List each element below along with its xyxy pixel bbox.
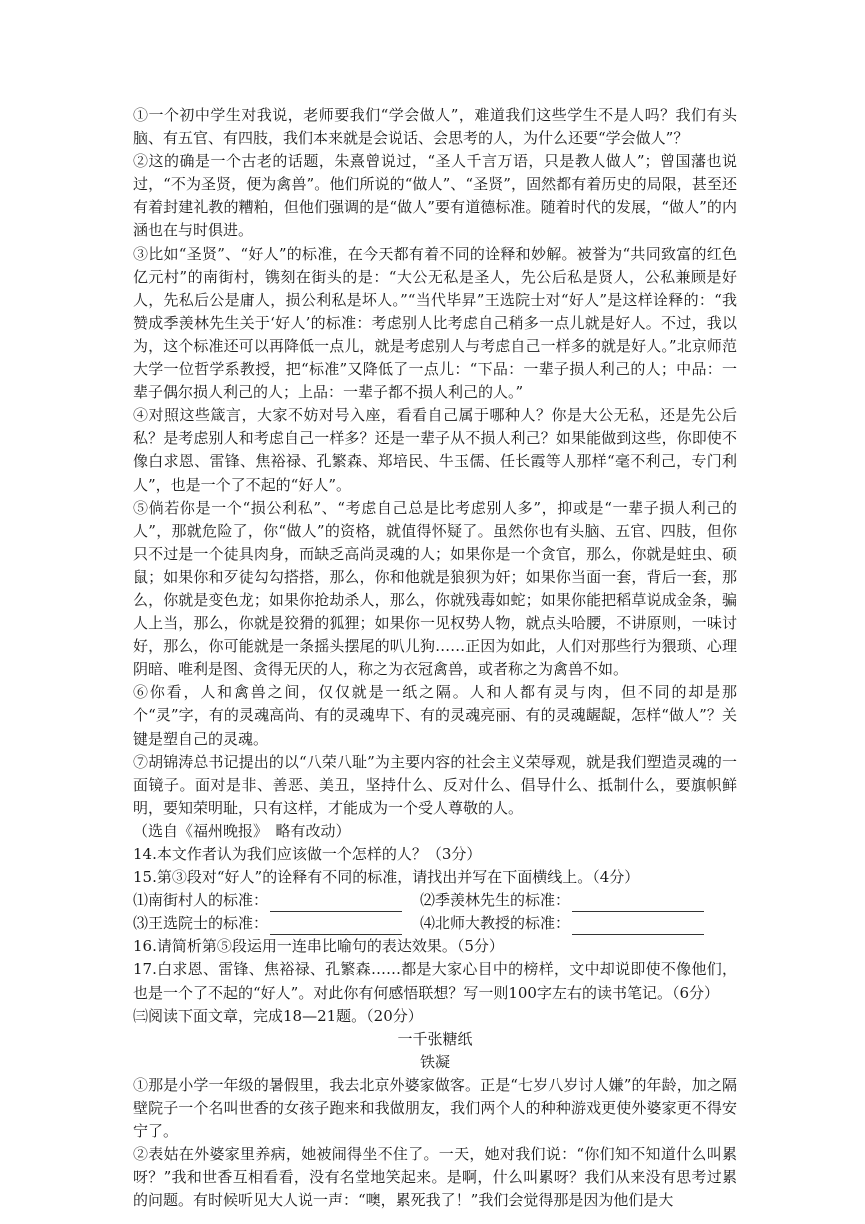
question-16: 16.请简析第⑤段运用一连串比喻句的表达效果。（5分） — [133, 937, 504, 956]
question-14: 14.本文作者认为我们应该做一个怎样的人？（3分） — [133, 845, 482, 863]
blank-item — [420, 889, 707, 912]
blank-label: ⑶王选院士的标准： — [133, 914, 269, 933]
answer-line[interactable] — [572, 896, 704, 912]
answer-line[interactable] — [572, 919, 704, 935]
paragraph-6: ⑥你看，人和禽兽之间，仅仅就是一纸之隔。人和人都有灵与肉，但不同的却是那个“灵”字，有的灵魂高尚、有的灵魂卑下、有的灵魂亮丽、有的灵魂龌龊，怎样“做人”？关键是塑自己的灵魂。 — [133, 683, 737, 748]
article-paragraph-1: ①那是小学一年级的暑假里，我去北京外婆家做客。正是“七岁八岁讨人嫌”的年龄，加之隔壁院子一个名叫世香的女孩子跑来和我做朋友，我们两个人的种种游戏更使外婆家更不得安宁了。 — [133, 1075, 737, 1141]
paragraph-3: ③比如“圣贤”、“好人”的标准，在今天都有着不同的诠释和妙解。被誉为“共同致富的红色亿元村”的南街村，镌刻在街头的是：“大公无私是圣人，先公后私是贤人，公私兼顾是好人，先私后公是庸人，损公利私是坏人。”“当代毕昇”王选院士对“好人”是这样诠释的：“我赞成季羡林先生关于‘好人’的标准：考虑别人比考虑自己稍多一点儿就是好人。不过，我以为，这个标准还可以再降低一点儿，就是考虑别人与考虑自己一样多的就是好人。”北京师范大学一位哲学系教授，把“标准”又降低了一点儿：“下品：一辈子损人利己的人；中品：一辈子偶尔损人利己的人；上品：一辈子都不损人利己的人。” — [133, 244, 737, 402]
paragraph-1: ①一个初中学生对我说，老师要我们“学会做人”，难道我们这些学生不是人吗？我们有头脑、有五官、有四肢，我们本来就是会说话、会思考的人，为什么还要“学会做人”？ — [133, 106, 737, 148]
paragraph-2: ②这的确是一个古老的话题，朱熹曾说过，“圣人千言万语，只是教人做人”；曾国藩也说过，“不为圣贤，便为禽兽”。他们所说的“做人”、“圣贤”，固然都有着历史的局限，甚至还有着封建礼教的糟粕，但他们强调的是“做人”要有道德标准。随着时代的发展，“做人”的内涵也在与时俱进。 — [133, 152, 737, 240]
answer-line[interactable] — [270, 896, 402, 912]
source-note: （选自《福州晚报》 略有改动） — [133, 821, 351, 840]
section-intro: ㈢阅读下面文章，完成18—21题。（20分） — [133, 1006, 423, 1025]
paragraph-5: ⑤倘若你是一个“损公利私”、“考虑自己总是比考虑别人多”，抑或是“一辈子损人利己的人”，那就危险了，你“做人”的资格，就值得怀疑了。虽然你也有头脑、五官、四肢，但你只不过是一个徒具肉身，而缺乏高尚灵魂的人；如果你是一个贪官，那么，你就是蛀虫、硕鼠；如果你和歹徒勾勾搭搭，那么，你和他就是狼狈为奸；如果你当面一套，背后一套，那么，你就是变色龙；如果你抢劫杀人，那么，你就残毒如蛇；如果你能把稻草说成金条，骗人上当，那么，你就是狡猾的狐狸；如果你一见权势人物，就点头哈腰，不讲原则，一味讨好，那么，你可能就是一条摇头摆尾的叭儿狗……正因为如此，人们对那些行为猥琐、心理阴暗、唯利是图、贪得无厌的人，称之为衣冠禽兽，或者称之为禽兽不如。 — [133, 498, 737, 679]
blank-item — [133, 912, 420, 935]
blank-label: ⑷北师大教授的标准： — [420, 914, 571, 933]
blank-item — [133, 889, 420, 912]
article-paragraph-2: ②表姑在外婆家里养病，她被闹得坐不住了。一天，她对我们说：“你们知不知道什么叫累呀？”我和世香互相看看，没有名堂地笑起来。是啊，什么叫累呀？我们从来没有思考过累的问题。有时候听见大人说一声：“噢，累死我了！”我们会觉得那是因为他们是大 — [133, 1145, 737, 1210]
question-15: 15.第③段对“好人”的诠释有不同的标准，请找出并写在下面横线上。（4分） — [133, 868, 640, 887]
article-author: 铁凝 — [419, 1052, 450, 1071]
paragraph-4: ④对照这些箴言，大家不妨对号入座，看看自己属于哪种人？你是大公无私，还是先公后私？是考虑别人和考虑自己一样多？还是一辈子从不损人利己？如果能做到这些，你即使不像白求恩、雷锋、焦裕禄、孔繁森、郑培民、牛玉儒、任长霞等人那样“毫不利己，专门利人”，也是一个了不起的“好人”。 — [133, 406, 737, 494]
blank-row-1 — [133, 889, 737, 912]
blank-row-2 — [133, 912, 737, 935]
blank-label: ⑵季羡林先生的标准： — [420, 891, 571, 910]
answer-line[interactable] — [270, 919, 402, 935]
document-page — [133, 104, 737, 1213]
paragraph-7: ⑦胡锦涛总书记提出的以“八荣八耻”为主要内容的社会主义荣辱观，就是我们塑造灵魂的一面镜子。面对是非、善恶、美丑，坚持什么、反对什么、倡导什么、抵制什么，要旗帜鲜明，要知荣明耻，只有这样，才能成为一个受人尊敬的人。 — [133, 752, 737, 817]
blank-item — [420, 912, 707, 935]
question-17: 17.白求恩、雷锋、焦裕禄、孔繁森……都是大家心目中的榜样，文中却说即使不像他们，也是一个了不起的“好人”。对此你有何感悟联想？写一则100字左右的读书笔记。（6分） — [133, 960, 737, 1002]
blank-label: ⑴南街村人的标准： — [133, 891, 269, 910]
article-title: 一千张糖纸 — [397, 1029, 473, 1048]
